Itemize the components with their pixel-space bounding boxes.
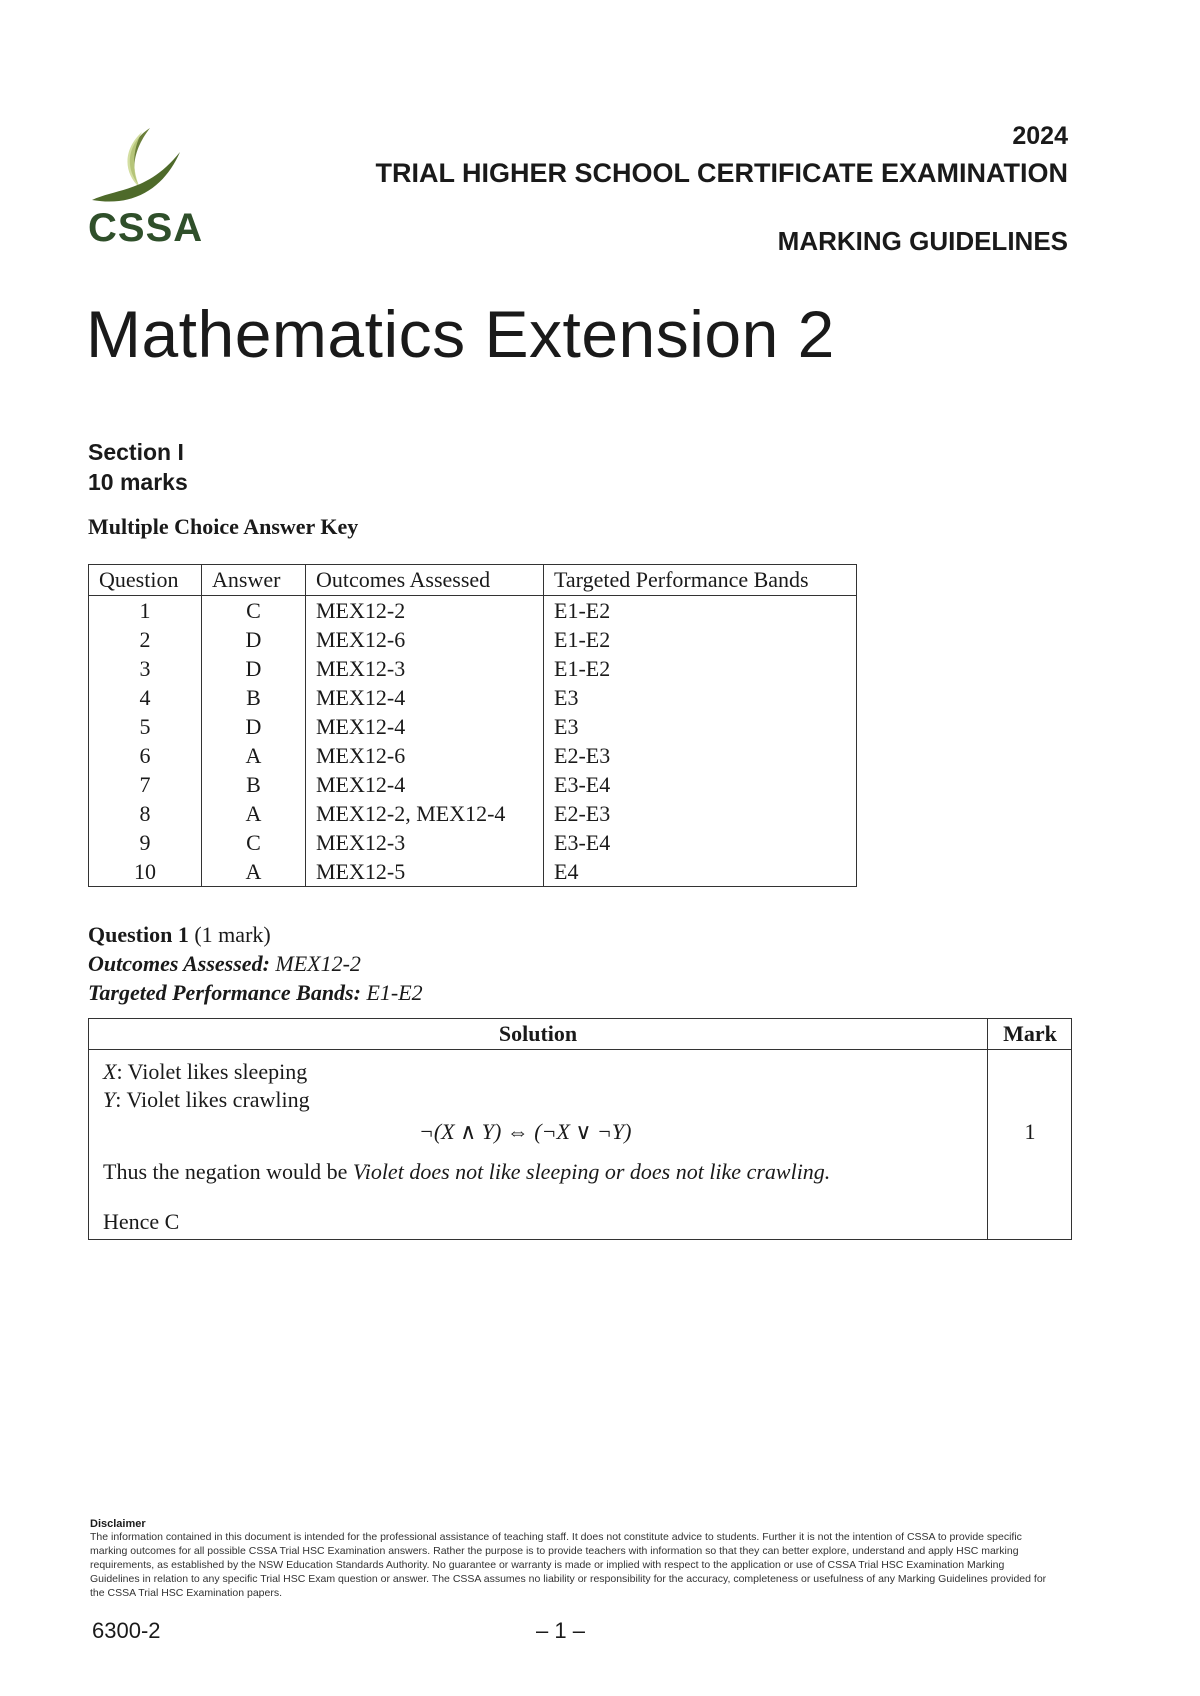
y-variable: Y xyxy=(103,1087,116,1112)
bands-cell: E4 xyxy=(544,857,857,887)
bands-cell: E2-E3 xyxy=(544,741,857,770)
bands-cell: E3-E4 xyxy=(544,770,857,799)
question-cell: 8 xyxy=(89,799,202,828)
outcomes-cell: MEX12-3 xyxy=(306,828,544,857)
table-row xyxy=(89,683,857,712)
outcomes-cell: MEX12-6 xyxy=(306,741,544,770)
bands-cell: E1-E2 xyxy=(544,625,857,654)
x-definition xyxy=(103,1059,307,1085)
mark-header: Mark xyxy=(1003,1021,1057,1046)
table-row xyxy=(89,712,857,741)
question-cell: 9 xyxy=(89,828,202,857)
question-cell: 7 xyxy=(89,770,202,799)
answer-cell: B xyxy=(202,770,306,799)
negation-prefix: Thus the negation would be xyxy=(103,1159,353,1184)
bands-label: Targeted Performance Bands: xyxy=(88,980,361,1005)
outcomes-cell: MEX12-5 xyxy=(306,857,544,887)
question-cell: 5 xyxy=(89,712,202,741)
solution-header: Solution xyxy=(498,1021,578,1046)
question-cell: 2 xyxy=(89,625,202,654)
logic-equation: ¬(X ∧ Y) ⇔ (¬X ∨ ¬Y) xyxy=(419,1119,632,1144)
table-row xyxy=(89,799,857,828)
marking-guidelines-title: MARKING GUIDELINES xyxy=(777,226,1068,256)
x-variable: X xyxy=(103,1059,117,1084)
mc-answer-table xyxy=(88,564,857,887)
question-1-heading xyxy=(88,920,423,1007)
mc-answer-key-heading: Multiple Choice Answer Key xyxy=(88,514,359,539)
section-marks: 10 marks xyxy=(88,469,188,495)
question-cell: 3 xyxy=(89,654,202,683)
answer-cell: C xyxy=(202,828,306,857)
disclaimer-title: Disclaimer xyxy=(90,1518,146,1530)
column-header: Answer xyxy=(202,565,306,596)
solution-table xyxy=(88,1018,1072,1240)
outcomes-cell: MEX12-2, MEX12-4 xyxy=(306,799,544,828)
column-header: Question xyxy=(89,565,202,596)
table-row xyxy=(89,857,857,887)
y-definition-text: : Violet likes crawling xyxy=(115,1087,310,1112)
question-marks: (1 mark) xyxy=(194,922,271,947)
answer-cell: A xyxy=(202,741,306,770)
outcomes-cell: MEX12-6 xyxy=(306,625,544,654)
answer-cell: A xyxy=(202,799,306,828)
table-header-row xyxy=(89,565,857,596)
x-definition-text: : Violet likes sleeping xyxy=(116,1059,308,1084)
outcomes-cell: MEX12-4 xyxy=(306,770,544,799)
answer-cell: D xyxy=(202,625,306,654)
section-heading xyxy=(88,437,188,497)
answer-cell: C xyxy=(202,596,306,626)
table-row xyxy=(89,596,857,626)
outcomes-label: Outcomes Assessed: xyxy=(88,951,270,976)
outcomes-cell: MEX12-4 xyxy=(306,683,544,712)
section-title: Section I xyxy=(88,439,184,465)
outcomes-cell: MEX12-3 xyxy=(306,654,544,683)
question-title: Question 1 xyxy=(88,922,189,947)
outcomes-cell: MEX12-2 xyxy=(306,596,544,626)
answer-cell: A xyxy=(202,857,306,887)
bands-cell: E2-E3 xyxy=(544,799,857,828)
bands-cell: E3-E4 xyxy=(544,828,857,857)
bands-cell: E3 xyxy=(544,683,857,712)
outcomes-cell: MEX12-4 xyxy=(306,712,544,741)
paper-code: 6300-2 xyxy=(92,1618,161,1643)
table-row xyxy=(89,828,857,857)
table-row xyxy=(89,654,857,683)
page-number: – 1 – xyxy=(536,1618,585,1643)
answer-cell: B xyxy=(202,683,306,712)
question-cell: 1 xyxy=(89,596,202,626)
solution-header-row xyxy=(89,1019,1071,1050)
answer-cell: D xyxy=(202,712,306,741)
logo-text: CSSA xyxy=(88,206,204,250)
bands-value: E1-E2 xyxy=(366,980,423,1005)
exam-year: 2024 xyxy=(1012,122,1068,150)
answer-cell: D xyxy=(202,654,306,683)
bands-cell: E1-E2 xyxy=(544,596,857,626)
mark-value: 1 xyxy=(1024,1119,1036,1144)
table-row xyxy=(89,625,857,654)
table-row xyxy=(89,770,857,799)
question-cell: 6 xyxy=(89,741,202,770)
negation-text: Violet does not like sleeping or does not like crawling. xyxy=(352,1159,831,1184)
conclusion: Hence C xyxy=(103,1209,180,1234)
disclaimer-text: The information contained in this document is intended for the professional assistance of teaching staff. It does not constitute advice to students. Further it is not the intention of CSSA to provide specific marking outcomes for all possible CSSA Trial HSC Examination answers. Rather the purpose is to provide teachers with information so that they can better explore, understand and apply HSC marking requirements, as established by the NSW Education Standards Authority. No guarantee or warranty is made or implied with respect to the application or use of CSSA Trial HSC Examination Marking Guidelines in relation to any specific Trial HSC Exam question or answer. The CSSA assumes no liability or responsibility for the accuracy, completeness or usefulness of any Marking Guidelines provided for the CSSA Trial HSC Examination papers. xyxy=(90,1531,1047,1599)
subject-title: Mathematics Extension 2 xyxy=(86,297,835,371)
bands-cell: E1-E2 xyxy=(544,654,857,683)
y-definition xyxy=(103,1087,310,1113)
question-cell: 4 xyxy=(89,683,202,712)
table-row xyxy=(89,741,857,770)
bands-cell: E3 xyxy=(544,712,857,741)
exam-title: TRIAL HIGHER SCHOOL CERTIFICATE EXAMINATION xyxy=(375,158,1068,188)
negation-statement xyxy=(103,1159,830,1185)
outcomes-value: MEX12-2 xyxy=(275,951,361,976)
column-header: Outcomes Assessed xyxy=(306,565,544,596)
column-header: Targeted Performance Bands xyxy=(544,565,857,596)
question-cell: 10 xyxy=(89,857,202,887)
